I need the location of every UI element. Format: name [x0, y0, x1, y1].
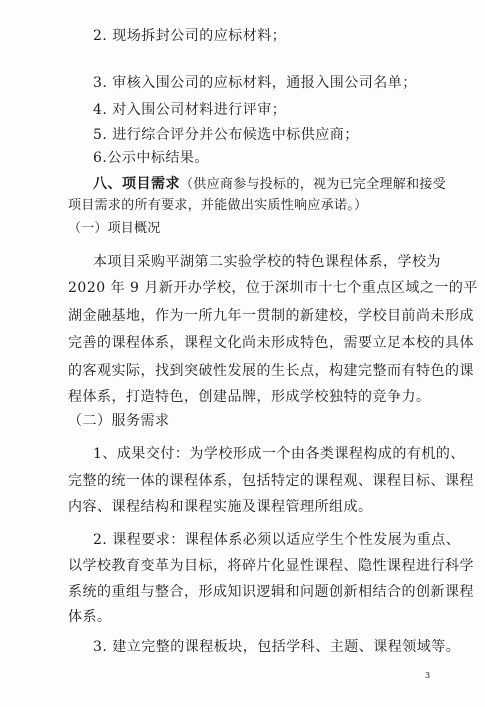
services-item1-line: 完整的统一体的课程体系，包括特定的课程观、课程目标、课程	[68, 473, 474, 489]
list-item-2: 2. 现场拆封公司的应标材料；	[93, 28, 287, 44]
list-item-5: 5. 进行综合评分并公布候选中标供应商；	[93, 127, 359, 143]
list-item-4: 4. 对入围公司材料进行评审；	[93, 102, 287, 118]
section-8-note-line1: （供应商参与投标的，视为已完全理解和接受	[180, 177, 447, 192]
page-number: 3	[425, 671, 431, 680]
overview-para-line: 的客观实际，找到突破性发展的生长点，构建完整而有特色的课	[68, 363, 474, 379]
section-8-row	[93, 174, 446, 195]
list-item-3: 3. 审核入围公司的应标材料，通报入围公司名单；	[93, 75, 417, 91]
services-item2-line: 系统的重组与整合，形成知识逻辑和问题创新相结合的创新课程	[68, 584, 474, 600]
services-item2-line: 以学校教育变革为目标，将碎片化显性课程、隐性课程进行科学	[68, 558, 474, 574]
overview-heading: （一）项目概况	[68, 221, 161, 236]
overview-para-line: 程体系，打造特色，创建品牌，形成学校独特的竞争力。	[68, 389, 431, 405]
services-item3-line: 3. 建立完整的课程板块，包括学科、主题、课程领域等。	[93, 639, 461, 655]
overview-para-line: 2020 年 9 月新开办学校，位于深圳市十七个重点区域之一的平	[68, 280, 478, 296]
section-8-note-line2: 项目需求的所有要求，并能做出实质性响应承诺。）	[68, 198, 368, 213]
services-heading: （二）服务需求	[68, 413, 170, 429]
list-item-6: 6.公示中标结果。	[93, 150, 209, 166]
services-item1-line: 1、成果交付：为学校形成一个由各类课程构成的有机的、	[93, 446, 465, 462]
overview-para-line: 完善的课程体系，课程文化尚未形成特色，需要立足本校的具体	[68, 335, 474, 351]
services-item1-line: 内容、课程结构和课程实施及课程管理所组成。	[68, 499, 373, 515]
section-8-heading: 八、项目需求	[93, 176, 180, 192]
services-item2-line: 体系。	[68, 609, 112, 625]
overview-para-line: 湖金融基地，作为一所九年一贯制的新建校，学校目前尚未形成	[68, 308, 474, 324]
overview-para-line: 本项目采购平湖第二实验学校的特色课程体系，学校为	[93, 254, 441, 270]
services-item2-line: 2. 课程要求：课程体系必须以适应学生个性发展为重点、	[93, 532, 461, 548]
